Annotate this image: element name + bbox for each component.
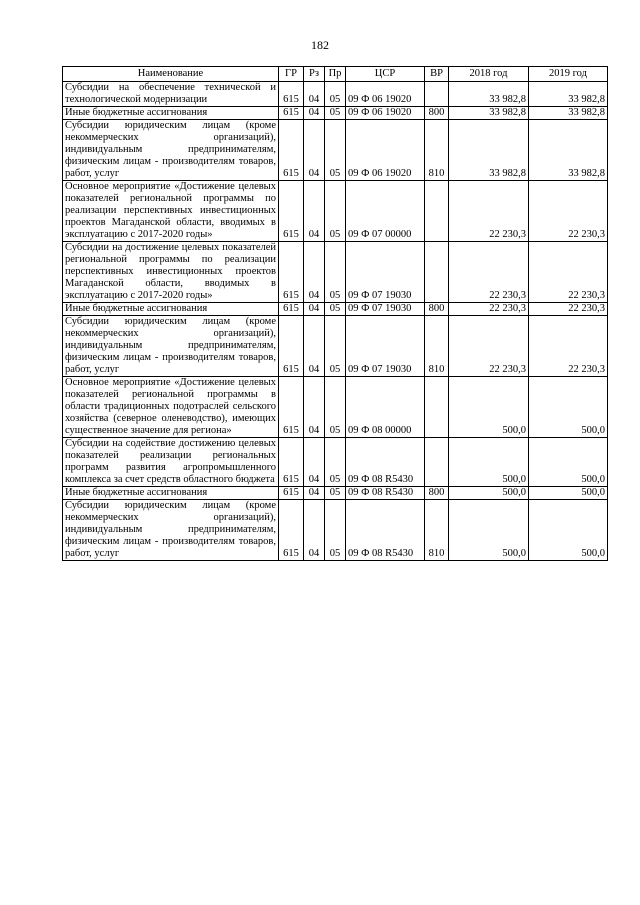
cell-vr: 810	[425, 500, 449, 561]
cell-rz: 04	[304, 377, 325, 438]
cell-2019: 500,0	[529, 377, 608, 438]
cell-name: Субсидии юридическим лицам (кроме некоммерческих организаций), индивидуальным предпринимателям, физическим лицам - производителям товаров, работ, услуг	[63, 500, 279, 561]
table-row	[63, 242, 608, 303]
cell-name: Субсидии на обеспечение технической и технологической модернизации	[63, 82, 279, 107]
cell-pr: 05	[325, 438, 346, 487]
cell-gr: 615	[279, 82, 304, 107]
cell-csr: 09 Ф 07 19030	[346, 242, 425, 303]
cell-gr: 615	[279, 120, 304, 181]
cell-name: Субсидии юридическим лицам (кроме некоммерческих организаций), индивидуальным предпринимателям, физическим лицам - производителям товаров, работ, услуг	[63, 316, 279, 377]
table-row	[63, 303, 608, 316]
cell-gr: 615	[279, 303, 304, 316]
table-row	[63, 487, 608, 500]
cell-2019: 33 982,8	[529, 120, 608, 181]
cell-2019: 500,0	[529, 500, 608, 561]
cell-csr: 09 Ф 06 19020	[346, 120, 425, 181]
cell-name: Основное мероприятие «Достижение целевых показателей региональной программы по реализации перспективных инвестиционных проектов Магаданской области, вводимых в эксплуатацию с 2017-2020 годы»	[63, 181, 279, 242]
table-row	[63, 500, 608, 561]
cell-vr: 800	[425, 487, 449, 500]
cell-pr: 05	[325, 120, 346, 181]
header-rz: Рз	[304, 67, 325, 82]
cell-rz: 04	[304, 82, 325, 107]
cell-name: Иные бюджетные ассигнования	[63, 487, 279, 500]
cell-rz: 04	[304, 500, 325, 561]
cell-name: Субсидии на содействие достижению целевых показателей реализации региональных программ развития агропромышленного комплекса за счет средств областного бюджета	[63, 438, 279, 487]
cell-vr	[425, 82, 449, 107]
cell-gr: 615	[279, 500, 304, 561]
cell-rz: 04	[304, 316, 325, 377]
cell-csr: 09 Ф 08 00000	[346, 377, 425, 438]
cell-vr: 800	[425, 107, 449, 120]
cell-vr: 800	[425, 303, 449, 316]
cell-vr	[425, 377, 449, 438]
table-row	[63, 316, 608, 377]
cell-2018: 500,0	[449, 438, 529, 487]
cell-vr: 810	[425, 316, 449, 377]
header-2018: 2018 год	[449, 67, 529, 82]
cell-rz: 04	[304, 242, 325, 303]
cell-name: Субсидии на достижение целевых показателей региональной программы по реализации перспективных инвестиционных проектов Магаданской области, вводимых в эксплуатацию с 2017-2020 годы»	[63, 242, 279, 303]
cell-2018: 500,0	[449, 377, 529, 438]
cell-vr: 810	[425, 120, 449, 181]
cell-2019: 33 982,8	[529, 82, 608, 107]
cell-gr: 615	[279, 242, 304, 303]
cell-2018: 33 982,8	[449, 107, 529, 120]
header-vr: ВР	[425, 67, 449, 82]
cell-pr: 05	[325, 377, 346, 438]
cell-2019: 22 230,3	[529, 181, 608, 242]
cell-pr: 05	[325, 107, 346, 120]
cell-csr: 09 Ф 08 R5430	[346, 500, 425, 561]
cell-csr: 09 Ф 06 19020	[346, 82, 425, 107]
cell-2019: 22 230,3	[529, 316, 608, 377]
table-row	[63, 120, 608, 181]
cell-pr: 05	[325, 500, 346, 561]
cell-gr: 615	[279, 316, 304, 377]
budget-table	[62, 66, 608, 561]
table-row	[63, 377, 608, 438]
cell-vr	[425, 242, 449, 303]
page-number: 182	[311, 38, 329, 52]
cell-csr: 09 Ф 07 00000	[346, 181, 425, 242]
cell-name: Субсидии юридическим лицам (кроме некоммерческих организаций), индивидуальным предпринимателям, физическим лицам - производителям товаров, работ, услуг	[63, 120, 279, 181]
cell-vr	[425, 438, 449, 487]
header-csr: ЦСР	[346, 67, 425, 82]
cell-2018: 22 230,3	[449, 242, 529, 303]
header-name: Наименование	[63, 67, 279, 82]
cell-rz: 04	[304, 107, 325, 120]
cell-csr: 09 Ф 07 19030	[346, 303, 425, 316]
cell-gr: 615	[279, 377, 304, 438]
cell-2019: 22 230,3	[529, 242, 608, 303]
cell-rz: 04	[304, 487, 325, 500]
header-pr: Пр	[325, 67, 346, 82]
cell-pr: 05	[325, 181, 346, 242]
cell-csr: 09 Ф 06 19020	[346, 107, 425, 120]
table-row	[63, 82, 608, 107]
cell-name: Иные бюджетные ассигнования	[63, 107, 279, 120]
cell-pr: 05	[325, 242, 346, 303]
cell-gr: 615	[279, 487, 304, 500]
table-row	[63, 181, 608, 242]
cell-csr: 09 Ф 08 R5430	[346, 487, 425, 500]
cell-2018: 22 230,3	[449, 181, 529, 242]
cell-pr: 05	[325, 316, 346, 377]
cell-pr: 05	[325, 82, 346, 107]
cell-gr: 615	[279, 181, 304, 242]
header-2019: 2019 год	[529, 67, 608, 82]
header-gr: ГР	[279, 67, 304, 82]
cell-gr: 615	[279, 438, 304, 487]
table-header-row	[63, 67, 608, 82]
cell-2019: 500,0	[529, 487, 608, 500]
cell-2018: 500,0	[449, 487, 529, 500]
cell-rz: 04	[304, 181, 325, 242]
cell-csr: 09 Ф 07 19030	[346, 316, 425, 377]
cell-rz: 04	[304, 120, 325, 181]
cell-2019: 22 230,3	[529, 303, 608, 316]
cell-2019: 33 982,8	[529, 107, 608, 120]
cell-rz: 04	[304, 303, 325, 316]
cell-pr: 05	[325, 303, 346, 316]
cell-2018: 22 230,3	[449, 316, 529, 377]
cell-2019: 500,0	[529, 438, 608, 487]
cell-2018: 33 982,8	[449, 82, 529, 107]
cell-gr: 615	[279, 107, 304, 120]
cell-name: Иные бюджетные ассигнования	[63, 303, 279, 316]
cell-pr: 05	[325, 487, 346, 500]
cell-csr: 09 Ф 08 R5430	[346, 438, 425, 487]
cell-name: Основное мероприятие «Достижение целевых показателей региональной программы в области традиционных подотраслей сельского хозяйства (северное оленеводство), имеющих существенное значение для региона»	[63, 377, 279, 438]
cell-rz: 04	[304, 438, 325, 487]
cell-vr	[425, 181, 449, 242]
table-row	[63, 438, 608, 487]
cell-2018: 22 230,3	[449, 303, 529, 316]
cell-2018: 500,0	[449, 500, 529, 561]
table-row	[63, 107, 608, 120]
cell-2018: 33 982,8	[449, 120, 529, 181]
